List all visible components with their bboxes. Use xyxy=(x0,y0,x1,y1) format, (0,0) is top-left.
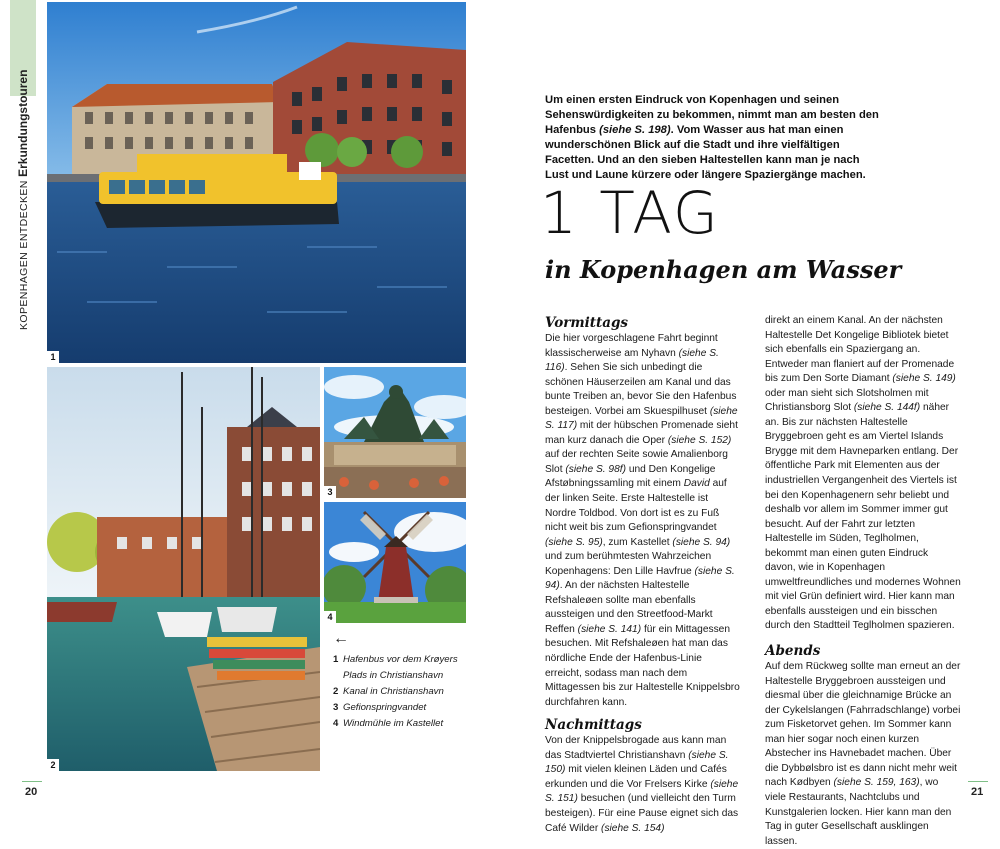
text-column-right xyxy=(765,314,961,849)
running-head-category: KOPENHAGEN ENTDECKEN xyxy=(18,180,30,330)
page-number-left: 20 xyxy=(25,786,38,798)
section-body-nachmittags: Von der Knippelsbrogade aus kann man das Stadtviertel Christianshavn (siehe S. 150) mit vielen kleinen Läden und Cafés erkunden und die Vor Frelsers Kirke (siehe S. 151) besuchen (und vielleicht den Turm besteigen). Für eine Pause eignet sich das Café Wilder (siehe S. 154) xyxy=(545,735,739,834)
ferry-harbor-photo xyxy=(47,2,466,363)
text-column-left xyxy=(545,314,741,836)
running-head-section: Erkundungstouren xyxy=(16,69,30,177)
arrow-left-icon: ← xyxy=(333,630,349,647)
section-heading-vormittags: Vormittags xyxy=(545,315,629,331)
windmill-photo xyxy=(324,502,466,623)
caption-item: 4 Windmühle im Kastellet xyxy=(333,718,444,729)
page-rule-right xyxy=(968,781,988,782)
fountain-photo xyxy=(324,367,466,498)
section-heading-abends: Abends xyxy=(765,643,821,660)
caption-item: 1 Hafenbus vor dem Krøyers Plads in Christianshavn xyxy=(333,654,458,681)
caption-item: 2 Kanal in Christianshavn xyxy=(333,686,444,697)
caption-item: 3 Gefionspringvandet xyxy=(333,702,427,713)
section-heading-nachmittags: Nachmittags xyxy=(545,717,642,734)
photo-number: 2 xyxy=(47,759,59,771)
page-rule-left xyxy=(22,781,42,782)
section-body-nachmittags-cont: direkt an einem Kanal. An der nächsten Haltestelle Det Kongelige Bibliotek bietet sich ebenfalls ein Spaziergang an. Entweder man flaniert auf der Promenade bis zum Den Sorte Diamant (siehe S. 149) oder man sieht sich Slotsholmen mit Christiansborg Slot (siehe S. 144f) näher an. Bis zur nächsten Haltestelle Bryggebroen geht es am Viertel Islands Brygge mit dem Havneparken entlang. Der öffentliche Park mit Elementen aus der industriellen Vergangenheit des Viertels ist bei den Kopenhagenern sehr beliebt und deshalb vor allem im Sommer immer gut besucht. Auf der Fahrt zur letzten Haltestelle im Süden, Teglholmen, bekommt man einen guten Eindruck davon, wie in Kopenhagen umweltfreundliches und modernes Wohnen mit viel Grün definiert wird. Hier kann man ebenfalls aussteigen und ein bisschen durch den Stadtteil Teglholmen spazieren. xyxy=(765,315,961,632)
photo-captions xyxy=(333,652,473,732)
photo-number: 1 xyxy=(47,351,59,363)
photo-number: 4 xyxy=(324,611,336,623)
section-body-vormittags: Die hier vorgeschlagene Fahrt beginnt klassischerweise am Nyhavn (siehe S. 116). Sehen Sie sich unbedingt die schönen Häuserzeilen am Kanal und das bunte Treiben an, bevor Sie den Hafenbus besteigen. Vorbei am Skuespilhuset (siehe S. 117) mit der hübschen Promenade sieht man kurz danach die Oper (siehe S. 152) auf der rechten Seite sowie Amalienborg Slot (siehe S. 98f) und Den Kongelige Afstøbningssamling mit einem David auf der linken Seite. Erste Haltestelle ist Nordre Toldbod. Von dort ist es zu Fuß nicht weit bis zum Gefionspringvandet (siehe S. 95), zum Kastellet (siehe S. 94) und zum berühmtesten Wahrzeichen Kopenhagens: Den Lille Havfrue (siehe S. 94). An der nächsten Haltestelle Refshaleøen sollte man ebenfalls aussteigen und den Streetfood-Markt Reffen (siehe S. 141) für ein Mittagessen besuchen. Mit Refshaleøen hat man das nördliche Ende der Hafenbus-Linie erreicht, sodass man nach dem Mittagessen bis zur Haltestelle Knippelsbro durchfahren kann. xyxy=(545,333,740,708)
page-subtitle: in Kopenhagen am Wasser xyxy=(545,255,902,284)
canal-boats-photo xyxy=(47,367,320,771)
intro-paragraph: Um einen ersten Eindruck von Kopenhagen und seinen Sehenswürdigkeiten zu bekommen, nimmt man am besten den Hafenbus (siehe S. 198). Vom Wasser aus hat man einen wunderschönen Blick auf die Stadt und ihre vielfältigen Facetten. Und an den sieben Haltestellen kann man je nach Lust und Laune kürzere oder längere Spaziergänge machen. xyxy=(545,94,879,181)
page-title: 1 TAG xyxy=(540,179,720,247)
photo-number: 3 xyxy=(324,486,336,498)
section-body-abends: Auf dem Rückweg sollte man erneut an der Haltestelle Bryggebroen aussteigen und diesmal über die gleichnamige Brücke an der Cykelslangen (Fahrradschlange) vorbei zum Fisketorvet gehen. Im Sommer kann man hier sogar noch einen kurzen Abstecher ins Havnebadet machen. Über die Dybbølsbro ist es dann nicht mehr weit nach Kødbyen (siehe S. 159, 163), wo viele Restaurants, Nachtclubs und Kunstgalerien locken. Hier kann man den Tag in guter Gesellschaft ausklingen lassen. xyxy=(765,661,961,847)
page-number-right: 21 xyxy=(971,786,984,798)
